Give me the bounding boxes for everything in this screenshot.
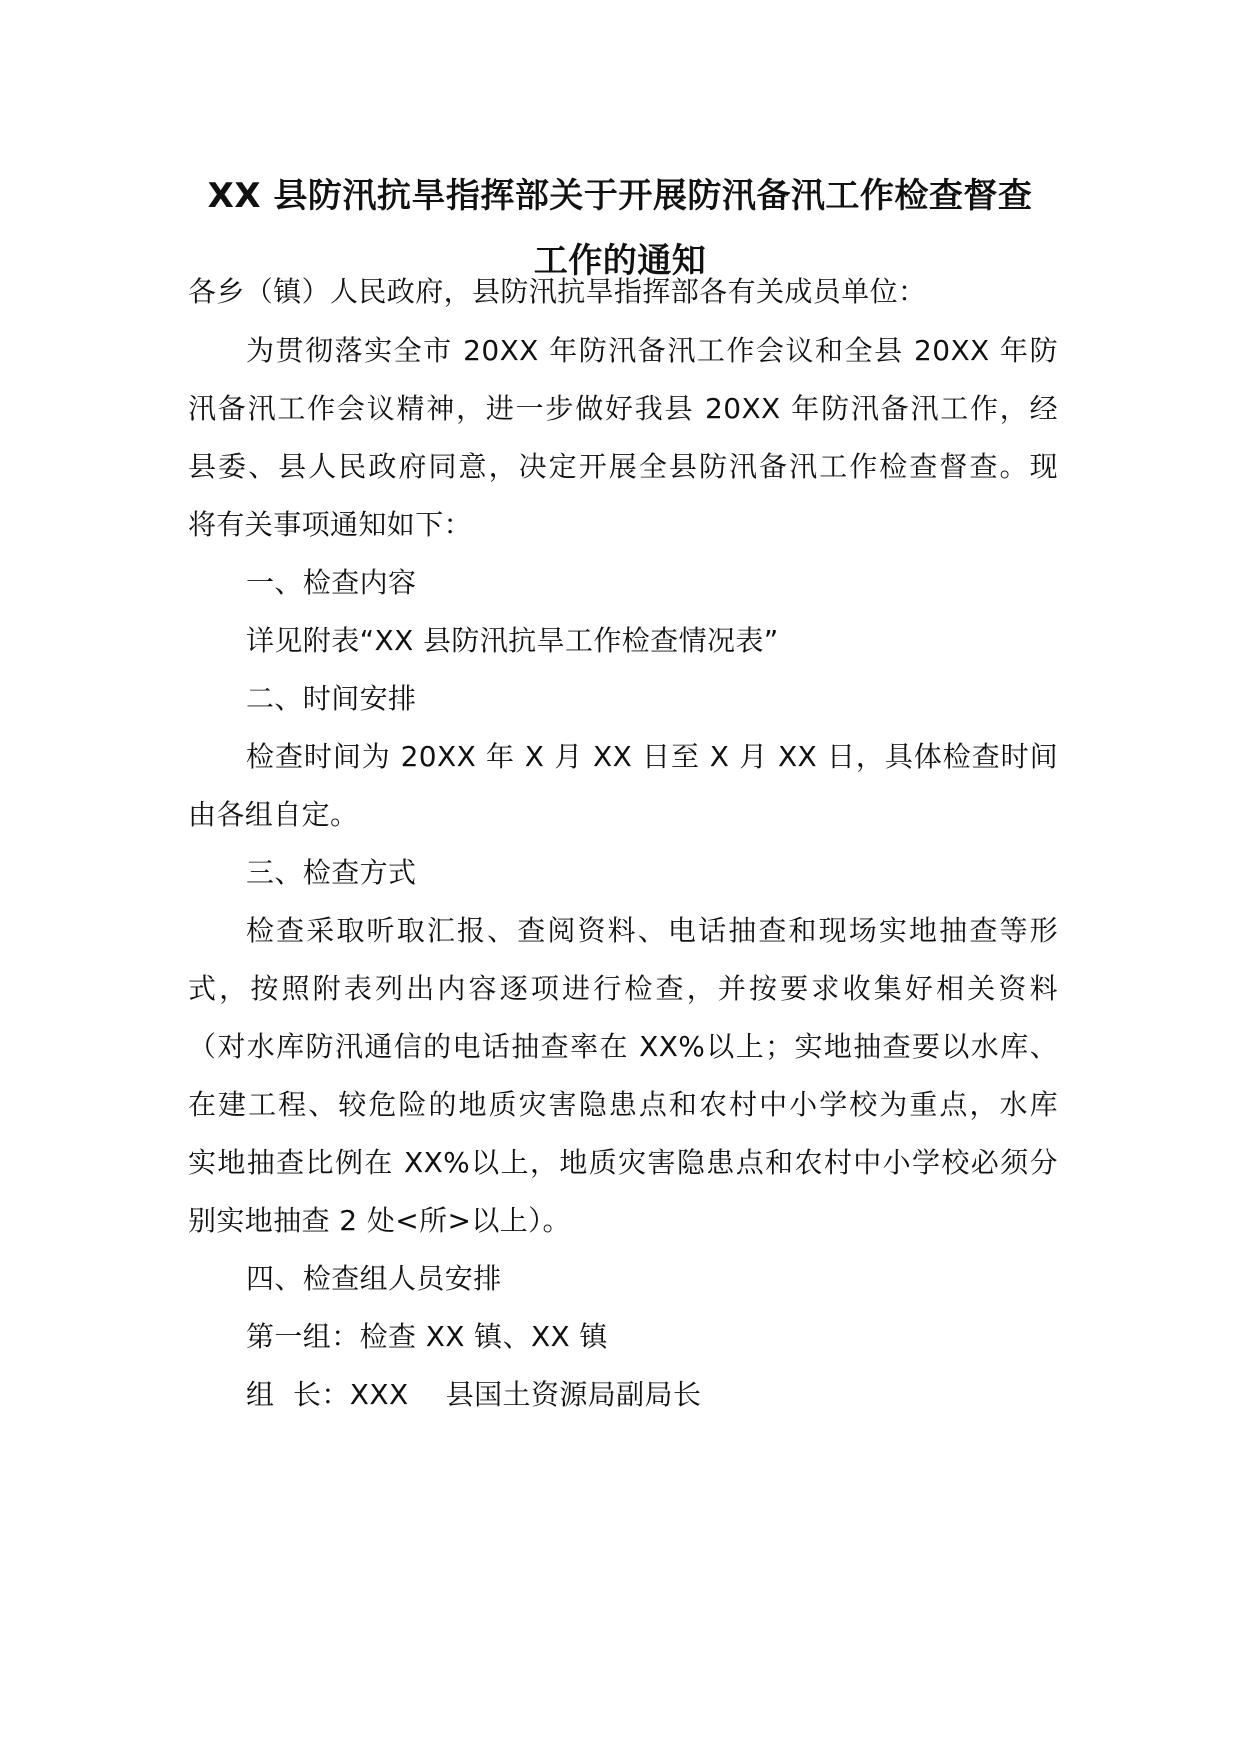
body-line: 检查采取听取汇报、查阅资料、电话抽查和现场实地抽查等形 <box>246 914 1058 947</box>
body-line: 县委、县人民政府同意，决定开展全县防汛备汛工作检查督查。现 <box>188 450 1058 483</box>
body-line: 检查时间为 20XX 年 X 月 XX 日至 X 月 XX 日，具体检查时间 <box>246 740 1058 773</box>
body-line: 为贯彻落实全市 20XX 年防汛备汛工作会议和全县 20XX 年防 <box>246 334 1058 367</box>
body-line: （对水库防汛通信的电话抽查率在 XX%以上；实地抽查要以水库、 <box>188 1030 1058 1063</box>
body-line: 别实地抽查 2 处<所>以上）。 <box>188 1204 571 1237</box>
section-heading: 二、时间安排 <box>246 682 417 715</box>
body-line: 在建工程、较危险的地质灾害隐患点和农村中小学校为重点，水库 <box>188 1088 1058 1121</box>
body-line: 由各组自定。 <box>188 798 359 831</box>
document-title-line-2: 工作的通知 <box>533 241 707 281</box>
body-line: 式，按照附表列出内容逐项进行检查，并按要求收集好相关资料 <box>188 972 1058 1005</box>
body-line: 汛备汛工作会议精神，进一步做好我县 20XX 年防汛备汛工作，经 <box>188 392 1058 425</box>
salutation: 各乡（镇）人民政府，县防汛抗旱指挥部各有关成员单位： <box>188 275 927 308</box>
section-heading: 一、检查内容 <box>246 566 417 599</box>
body-line: 将有关事项通知如下： <box>188 508 473 541</box>
section-heading: 四、检查组人员安排 <box>246 1262 502 1295</box>
body-line: 第一组：检查 XX 镇、XX 镇 <box>246 1320 608 1353</box>
body-line: 实地抽查比例在 XX%以上，地质灾害隐患点和农村中小学校必须分 <box>188 1146 1058 1179</box>
body-line: 详见附表“XX 县防汛抗旱工作检查情况表” <box>246 624 779 657</box>
section-heading: 三、检查方式 <box>246 856 417 889</box>
body-line: 组 长：XXX 县国土资源局副局长 <box>246 1378 702 1411</box>
document-title-line-1: XX 县防汛抗旱指挥部关于开展防汛备汛工作检查督查 <box>207 176 1033 216</box>
